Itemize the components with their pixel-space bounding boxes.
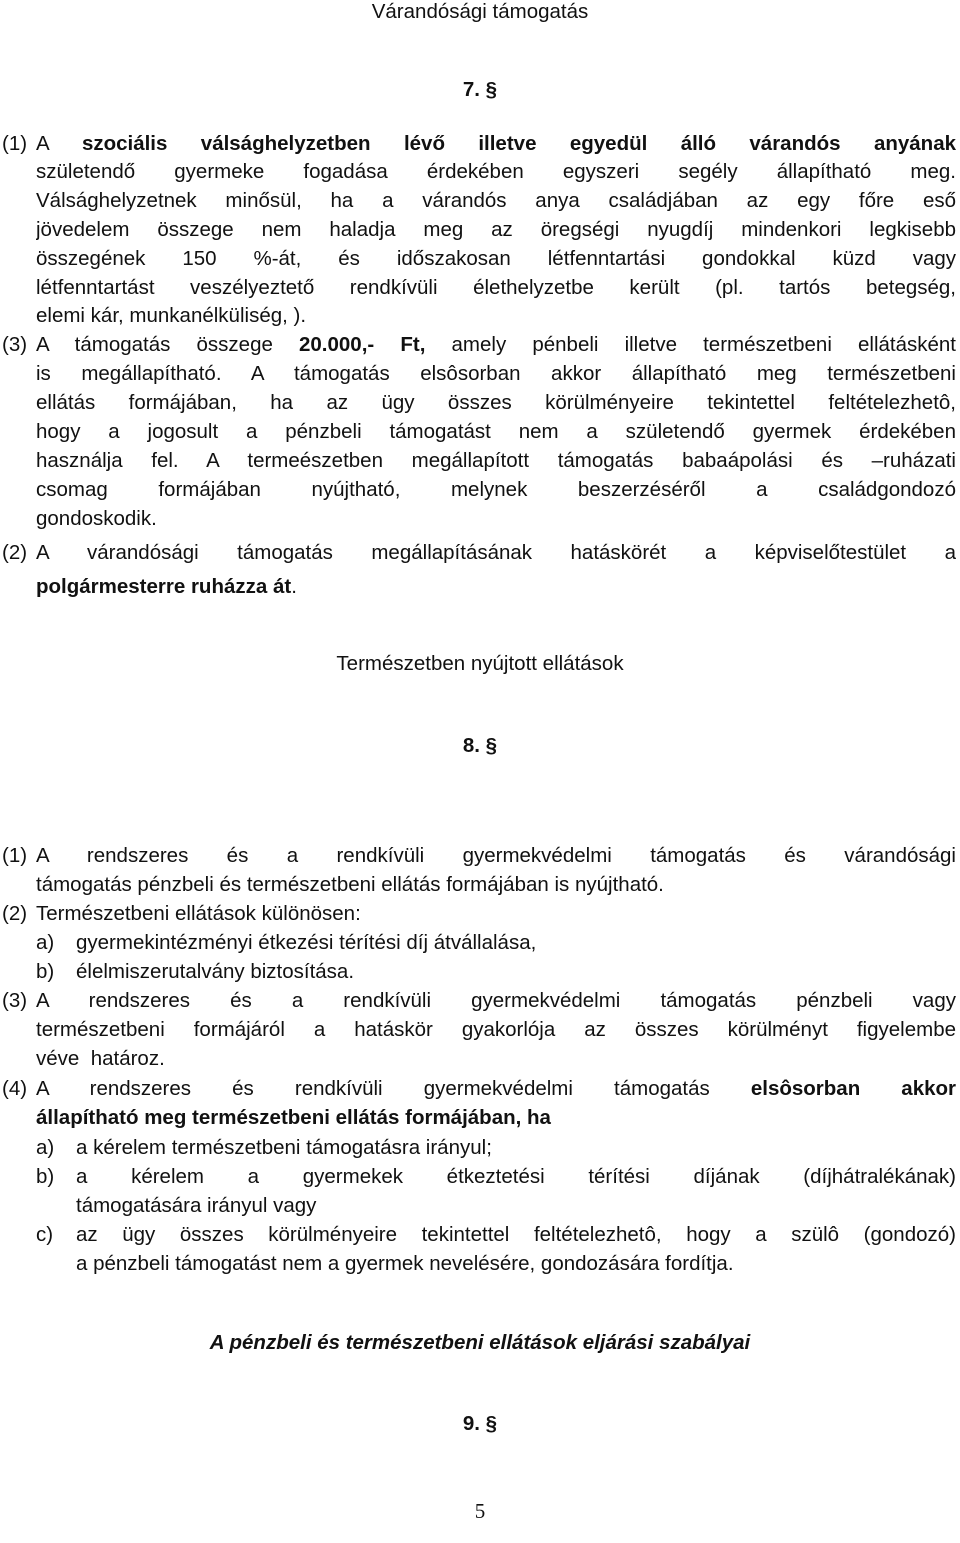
section-8-heading: 8. § [462,734,498,757]
paragraph-number: (2) [2,902,28,925]
sec8-p3-l3: véve határoz. [36,1047,165,1070]
sec8-p4-l1a: A rendszeres és rendkívüli gyermekvédelmi támogatás [36,1077,751,1100]
sec7-p2-l2-end: . [291,575,297,598]
paragraph-number: (4) [2,1077,28,1100]
sec7-p3-l4: hogy a jogosult a pénzbeli támogatást nem a születendő gyermek érdekében [36,420,956,443]
paragraph-number: (3) [2,989,28,1012]
sec7-p1-l1b: szociális válsághelyzetben lévő illetve egyedül álló várandós anyának [81,132,956,155]
sec7-p3-l6: csomag formájában nyújtható, melynek beszerzéséről a családgondozó [36,478,956,501]
sec7-p3-l5: használja fel. A termeészetben megállapított támogatás babaápolási és –ruházati [36,449,956,472]
sec7-p1-l4: jövedelem összege nem haladja meg az öregségi nyugdíj mindenkori legkisebb [36,218,956,241]
sec7-p1-l3: Válsághelyzetnek minősül, ha a várandós anya családjában az egy főre eső [36,189,956,212]
section-7-heading: 7. § [462,78,498,101]
sec8-p2-l1: Természetbeni ellátások különösen: [36,902,361,925]
list-item-text: gyermekintézményi étkezési térítési díj átvállalása, [76,931,537,954]
sec8-title: Természetben nyújtott ellátások [336,652,624,675]
sec7-p3-l1c: amely pénbeli illetve természetbeni ellátásként [425,333,956,356]
sec8-p4-l2: állapítható meg természetbeni ellátás formájában, ha [36,1106,551,1129]
sec7-p1-l2: születendő gyermeke fogadása érdekében egyszeri segély állapítható meg. [36,160,956,183]
list-item-text: az ügy összes körülményeire tekintettel feltételezhetô, hogy a szülô (gondozó) [76,1223,956,1246]
sec7-p3-l1b: 20.000,- Ft, [299,333,426,356]
sec7-p2-l2-text [36,573,297,601]
sec9-title: A pénzbeli és természetbeni ellátások eljárási szabályai [209,1331,751,1354]
sec8-p1-l2: támogatás pénzbeli és természetbeni ellátás formájában is nyújtható. [36,873,664,896]
page-number: 5 [474,1499,486,1523]
list-item-text: a kérelem természetbeni támogatásra irányul; [76,1136,492,1159]
sec8-p4-l1-text [36,1075,956,1103]
list-item-text: a kérelem a gyermekek étkeztetési térítési díjának (díjhátralékának) [76,1165,956,1188]
sec7-p3-l1a: A támogatás összege [36,333,299,356]
sec7-p1-l1-text [36,130,956,158]
list-label: a) [36,1136,55,1159]
sec7-p1-l5: összegének 150 %-át, és időszakosan létfenntartási gondokkal küzd vagy [36,247,956,270]
sec7-p1-l6: létfenntartást veszélyeztető rendkívüli élethelyzetbe került (pl. tartós betegség, [36,276,956,299]
paragraph-number: (1) [2,132,28,155]
list-label: b) [36,1165,55,1188]
list-label: c) [36,1223,54,1246]
sec8-p4-l1b: elsôsorban akkor [750,1077,956,1100]
header-title: Várandósági támogatás [371,0,589,23]
sec7-p2-l1: A várandósági támogatás megállapításának hatáskörét a képviselőtestület a [36,541,956,564]
section-9-heading: 9. § [462,1412,498,1435]
sec8-p1-l1: A rendszeres és a rendkívüli gyermekvédelmi támogatás és várandósági [36,844,956,867]
sec7-p1-l1a: A [36,132,82,155]
sec7-p3-l3: ellátás formájában, ha az ügy összes körülményeire tekintettel feltételezhetô, [36,391,956,414]
list-item-text: a pénzbeli támogatást nem a gyermek nevelésére, gondozására fordítja. [76,1252,734,1275]
sec7-p2-l2: polgármesterre ruházza át [36,575,292,598]
list-item-text: támogatására irányul vagy [76,1194,317,1217]
paragraph-number: (3) [2,333,28,356]
paragraph-number: (1) [2,844,28,867]
list-label: b) [36,960,55,983]
sec7-p3-l1-text [36,331,956,359]
sec7-p3-l7: gondoskodik. [36,507,157,530]
paragraph-number: (2) [2,541,28,564]
sec7-p3-l2: is megállapítható. A támogatás elsôsorban akkor állapítható meg természetbeni [36,362,956,385]
list-label: a) [36,931,55,954]
sec8-p3-l2: természetbeni formájáról a hatáskör gyakorlója az összes körülményt figyelembe [36,1018,956,1041]
list-item-text: élelmiszerutalvány biztosítása. [76,960,355,983]
sec7-p1-l7: elemi kár, munkanélküliség, ). [36,304,307,327]
sec8-p3-l1: A rendszeres és a rendkívüli gyermekvédelmi támogatás pénzbeli vagy [36,989,956,1012]
